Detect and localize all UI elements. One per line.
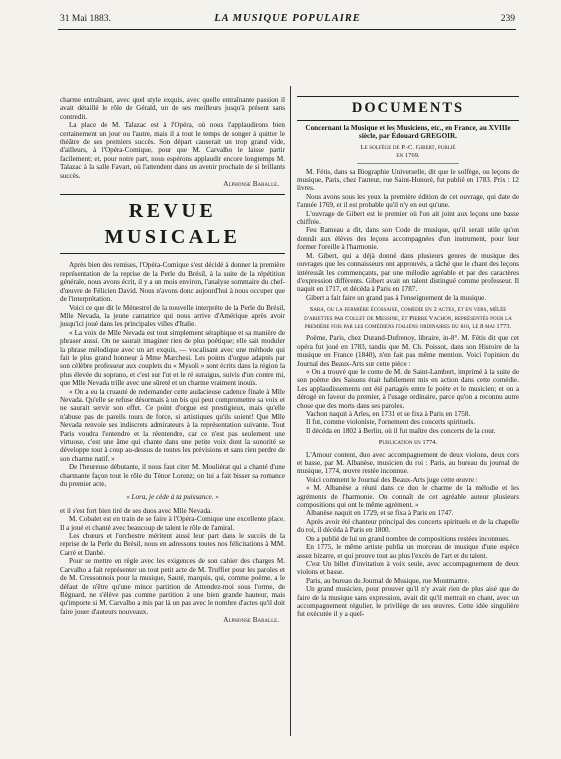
- paragraph: Poème, Paris, chez Durand-Dufrenoy, libraire, in-8°. M. Fétis dit que cet opéra fut joué en 1783, tandis que M. Ch. Poissot, dans son Histoire de la musique en France (1840), n'en fait pas même mention. Voici l'opinion du Journal des Beaux-Arts sur cette pièce :: [297, 334, 519, 368]
- paragraph: Vachon naquit à Arles, en 1731 et se fixa à Paris en 1758.: [306, 410, 471, 418]
- section-heading: Le solfège de P.-C. Gibert, publié en 1769.: [357, 144, 459, 164]
- header-rule: [58, 29, 516, 30]
- paragraph: On a publié de lui un grand nombre de compositions restées inconnues.: [306, 534, 510, 543]
- paragraph: Feu Rameau a dit, dans son Code de musique, qu'il serait utile qu'on donnât aux élèves des leçons accompagnées d'un instrument, pour leur former l'oreille à l'harmonie.: [297, 226, 519, 252]
- paragraph: M. Gibert, qui a déjà donné dans plusieurs genres de musique des ouvrages que les connaisseurs ont approuvés, a tâché que le chant des leçons intéressât les commençants, par une mélodie agréable et par des caractères d'expression différents. Gibert avait un talent distingué comme professeur. Il naquit en 1717, et décéda à Paris en 1787.: [297, 251, 519, 294]
- paragraph: et il s'est fort bien tiré de ses duos avec Mlle Nevada.: [60, 506, 212, 515]
- paragraph: Voici comment le Journal des Beaux-Arts juge cette œuvre :: [306, 475, 478, 484]
- section-title-box: [60, 194, 285, 254]
- paragraph: Après bien des remises, l'Opéra-Comique s'est décidé à donner la première représentation de la reprise de la Perle du Brésil, à la suite de la répétition générale, nous avons écrit, il y a un mois environ, l'analyse sommaire du chef-d'œuvre de Félicien David. Nous n'avons donc aujourd'hui à nous occuper que de l'interprétation.: [60, 261, 285, 304]
- paragraph: M. Cobalet est en train de se faire à l'Opéra-Comique une excellente place. Il a joué et chanté avec beaucoup de talent le rôle de l'amiral.: [60, 515, 285, 532]
- paragraph: Les chœurs et l'orchestre méritent aussi leur part dans le succès de la reprise de la Perle du Brésil, nous en adressons toutes nos félicitations à MM. Carré et Danbé.: [60, 532, 285, 557]
- paragraph: La place de M. Talazac est à l'Opéra, où nous l'applaudirons bien certainement un jour ou l'autre, mais il a tout le temps de songer à quitter le théâtre de ses premiers succès. Son départ causerait un trop grand vide, d'ailleurs, à l'Opéra-Comique, pour que M. Carvalho le laisse partir facilement; et, pour notre part, nous espérons applaudir encore longtemps M. Talazac à la salle Favart, où l'attendent dans un avenir prochain de si brillants succès.: [60, 121, 285, 180]
- paragraph: Il fut, comme violoniste, l'ornement des concerts spirituels.: [306, 418, 476, 427]
- section-heading: Sara, ou la fermière écossaise, comédie en 2 actes, et en vers, mêlée d'ariettes par Collet de Messine, et Pierre Vachon, représentés pour la première fois par les comédiens italiens ordinaires du roi, le 8 mai 1773.: [304, 306, 512, 330]
- paragraph: Albanèse naquit en 1729, et se fixa à Paris en 1747.: [306, 509, 454, 518]
- paragraph: charme entraînant, avec quel style exquis, avec quelle entraînante passion il avait détaillé le rôle de Gérald, un de ses meilleurs jusqu'à présent sans contredit.: [60, 96, 285, 121]
- paragraph: Un grand musicien, pour prouver qu'il n'y avait rien de plus aisé que de faire de la musique sans expression, avait dit qu'il mettrait en chant, avec un accompagnement régulier, le privilège de ses œuvres. Cette idée singulière fut exécutée il y a quel-: [297, 585, 519, 619]
- paragraph: L'ouvrage de Gibert est le premier où l'on ait joint aux leçons une basse chiffrée.: [297, 209, 519, 227]
- issue-date: 31 Mai 1883.: [60, 14, 111, 24]
- paragraph: « On a eu la cruauté de redemander cette audacieuse cadence finale à Mlle Nevada. Qu'elle se refuse désormais à un bis qui peut compromettre sa voix et ne saurait servir son effet. Ce point d'orgue est prestigieux, mais qu'elle n'abuse pas de pareils tours de force, si artistiques qu'ils soient! Que Mlle Nevada renvoie ses indiscrets admirateurs à la représentation suivante. Tout Paris voudra l'entendre et la réentendre, car ce n'est pas seulement une virtuose, c'est une âme qui chante dans une petite voix dont la sonorité se développe tout à coup au-dessus de toutes les prévisions et sans rien perdre de son charme natif. »: [60, 387, 285, 463]
- paragraph: C'est Un billet d'invitation à voix seule, avec accompagnement de deux violons et basse.: [297, 559, 519, 577]
- publication-title: LA MUSIQUE POPULAIRE: [214, 13, 361, 24]
- paragraph: Gibert a fait faire un grand pas à l'enseignement de la musique.: [306, 293, 487, 302]
- author-signature: Alphonse Baralle.: [223, 616, 279, 625]
- documents-title-box: [297, 96, 519, 121]
- paragraph: Paris, au bureau du Journal de Musique, rue Montmartre.: [306, 576, 470, 585]
- section-heading: Publication en 1774.: [378, 439, 438, 447]
- right-column: [297, 96, 519, 619]
- paragraph: « On a trouvé que le conte de M. de Saint-Lambert, imprimé à la suite de son poème des Saisons était habilement mis en action dans cette comédie. Les applaudissements ont été partagés entre le poète et le musicien; et on a dérogé en faveur du premier, à l'usage ordinaire, parce qu'on a reconnu autre chose que des morts dans ses paroles.: [297, 367, 519, 410]
- page-header: [60, 12, 515, 28]
- section-title: REVUE MUSICALE: [104, 200, 241, 249]
- column-divider: [290, 86, 291, 736]
- left-column: [60, 96, 285, 625]
- documents-subtitle: Concernant la Musique et les Musiciens, etc., en France, au XVIIIe siècle, par Édouard GREGOIR.: [305, 124, 511, 141]
- paragraph: De l'heureuse débutante, il nous faut citer M. Mouliérat qui a chanté d'une charmante façon tout le rôle du Ténor Lorenz; on lui a fait bisser sa romance du premier acte,: [60, 463, 285, 489]
- quoted-line: « Lora, je cède à ta puissance. »: [126, 493, 219, 502]
- paragraph: Il décéda en 1802 à Berlin, où il fut maître des concerts de la cour.: [306, 426, 496, 435]
- paragraph: Nous avons sous les yeux la première édition de cet ouvrage, qui date de l'année 1769, et il est probable qu'il n'y en eut qu'une.: [297, 192, 519, 210]
- author-signature: Alphonse Baralle.: [223, 180, 279, 189]
- paragraph: L'Amour content, duo avec accompagnement de deux violons, deux cors et basse, par M. Albanèse, musicien du roi : Paris, au bureau du journal de musique, 1774, œuvre restée inconnue.: [297, 450, 519, 476]
- paragraph: « La voix de Mlle Nevada est tout simplement séraphique et sa manière de phraser aussi. On ne saurait imaginer rien de plus poétique; elle sait moduler la phrase mélodique avec un art exquis, — vocalisant avec une méthode qui fait le plus grand honneur à Mme Marchesi. Les points d'orgue adaptés par son célèbre professeur aux couplets du « Mysoli » sont écrits dans la région la plus élevée du soprano, et c'est sur l'ut et le ré suraigus, suivis d'un contre mi, que Mlle Nevada trille avec une sûreté et un charme vraiment inouïs.: [60, 328, 285, 388]
- paragraph: En 1775, le même artiste publia un morceau de musique d'une espèce assez bizarre, et qui prouve tout au plus l'excès de l'art et du talent.: [297, 543, 519, 560]
- paragraph: « M. Albanèse a réuni dans ce duo le charme de la mélodie et les agréments de l'harmonie. On connaît de cet agréable auteur plusieurs compositions qui ont le même agrément. »: [297, 484, 519, 510]
- page-number: 239: [500, 14, 515, 24]
- paragraph: Après avoir été chanteur principal des concerts spirituels et de la chapelle du roi, il décéda à Paris en 1800.: [297, 517, 519, 535]
- documents-title: DOCUMENTS: [351, 100, 465, 116]
- paragraph: Pour se mettre en règle avec les exigences de son cahier des charges M. Carvalho a fait représenter un tout petit acte de M. Truffier pour les paroles et de M. Cressonnois pour la musique, Sauté, marquis, qui, comme poème, a le défaut de n'être qu'une mince partition de Attendez-moi sous l'orme, de Régnard, ne s'élève pas comme partition à une bien grande hauteur, mais qu'importe si M. Carvalho a mis par là un pas avec le nombre d'actes qu'il doit faire jouer d'auteurs nouveaux.: [60, 557, 285, 616]
- paragraph: M. Fétis, dans sa Biographie Universelle, dit que le solfège, ou leçons de musique, Paris, chez l'auteur, rue Saint-Honoré, fut publié en 1783. Prix : 12 livres.: [297, 167, 519, 193]
- paragraph: Voici ce que dit le Ménestrel de la nouvelle interprète de la Perle du Brésil, Mlle Nevada, la jeune cantatrice qui nous arrive d'Amérique après avoir jusqu'ici joué dans les principales villes d'Italie.: [60, 303, 285, 329]
